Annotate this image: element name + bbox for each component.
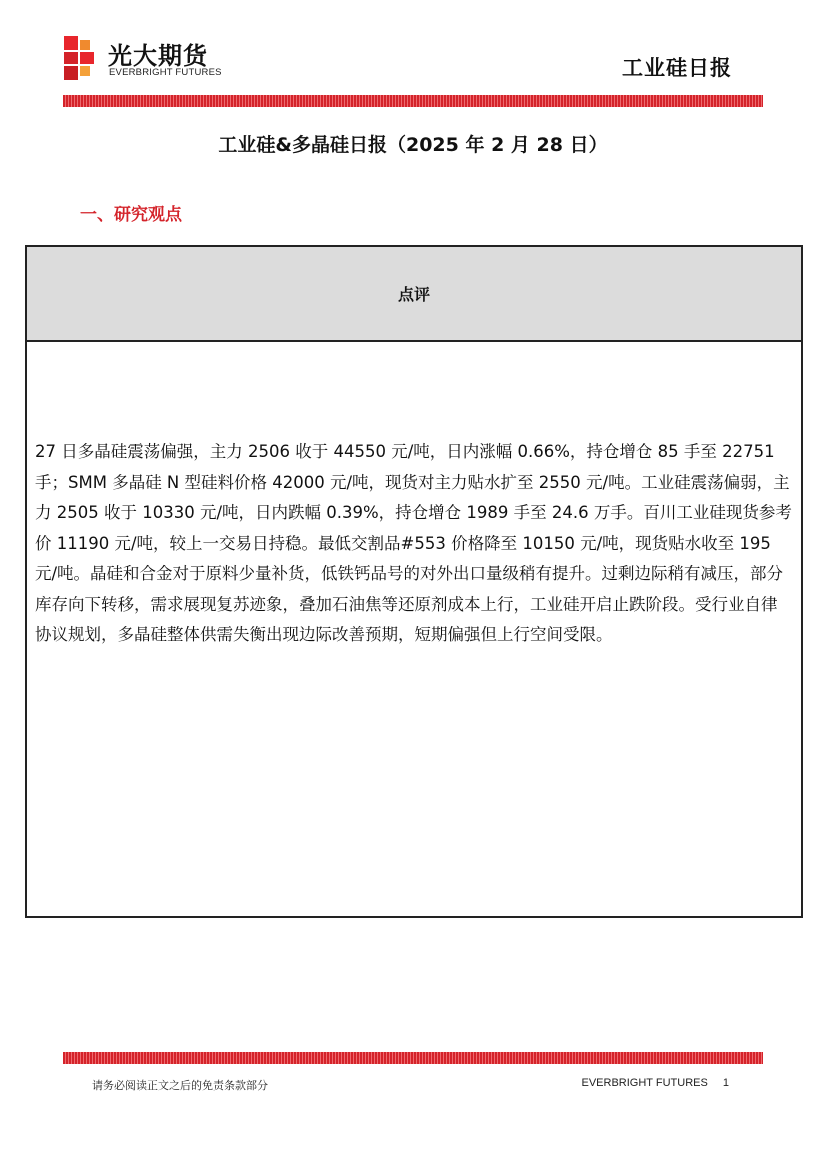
everbright-logo-icon [64,36,98,80]
footer-divider [63,1052,763,1064]
footer-company [582,1077,730,1089]
report-type-label: 工业硅日报 [622,56,732,80]
page-number: 1 [722,1077,729,1089]
footer-disclaimer: 请务必阅读正文之后的免责条款部分 [92,1079,268,1092]
header-divider [63,95,763,107]
company-logo [64,36,244,82]
commentary-paragraph: 27 日多晶硅震荡偏强，主力 2506 收于 44550 元/吨，日内涨幅 0.66%，持仓增仓 85 手至 22751 手；SMM 多晶硅 N 型硅料价格 42000 元/吨，现货对主力贴水扩至 2550 元/吨。工业硅震荡偏弱，主力 2505 收于 10330 元/吨，日内跌幅 0.39%，持仓增仓 1989 手至 24.6 万手。百川工业硅现货参考价 11190 元/吨，较上一交易日持稳。最低交割品#553 价格降至 10150 元/吨，现货贴水收至 195 元/吨。晶硅和合金对于原料少量补货，低铁钙品号的对外出口量级稍有提升。过剩边际稍有减压，部分库存向下转移，需求展现复苏迹象，叠加石油焦等还原剂成本上行，工业硅开启止跌阶段。受行业自律协议规划，多晶硅整体供需失衡出现边际改善预期，短期偏强但上行空间受限。 [35,442,792,644]
logo-chinese-name: 光大期货 [108,42,208,70]
logo-english-name: EVERBRIGHT FUTURES [109,67,222,78]
document-title: 工业硅&多晶硅日报（2025 年 2 月 28 日） [218,134,608,156]
commentary-body [35,437,793,651]
table-header: 点评 [27,247,801,342]
section-heading: 一、研究观点 [80,205,182,225]
footer-company-name: EVERBRIGHT FUTURES [581,1077,708,1089]
commentary-table [25,245,803,918]
